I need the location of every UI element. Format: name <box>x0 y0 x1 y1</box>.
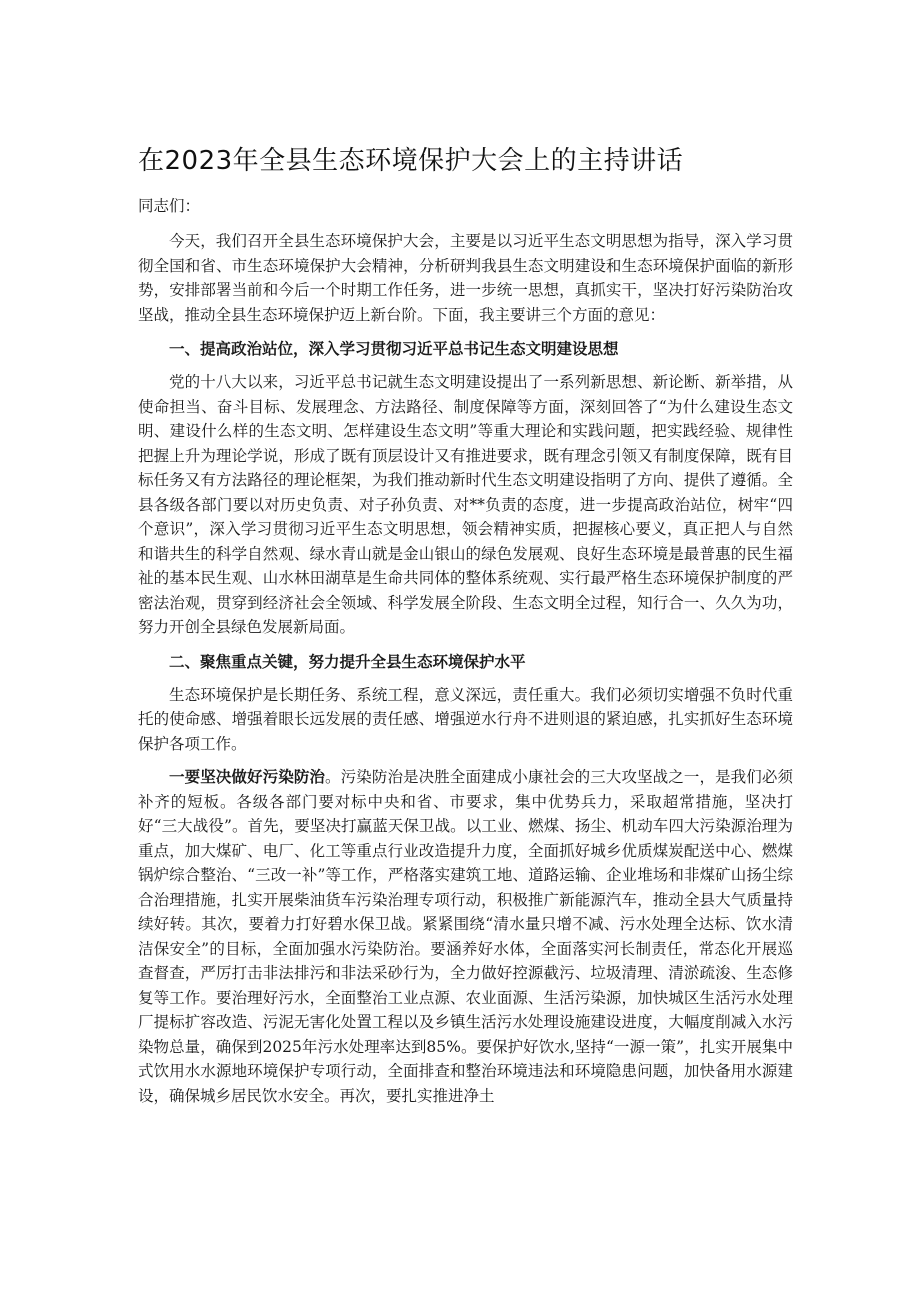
point-1-paragraph <box>138 765 793 1108</box>
point-1-lead: 一要坚决做好污染防治 <box>169 767 326 786</box>
salutation: 同志们： <box>138 197 201 215</box>
section-2-heading: 二、聚焦重点关键，努力提升全县生态环境保护水平 <box>169 651 526 671</box>
document-title: 在2023年全县生态环境保护大会上的主持讲话 <box>138 146 684 176</box>
section-2-paragraph: 生态环境保护是长期任务、系统工程，意义深远，责任重大。我们必须切实增强不负时代重托的使命感、增强着眼长远发展的责任感、增强逆水行舟不进则退的紧迫感，扎实抓好生态环境保护各项工作。 <box>138 685 793 753</box>
section-1-paragraph: 党的十八大以来，习近平总书记就生态文明建设提出了一系列新思想、新论断、新举措，从使命担当、奋斗目标、发展理念、方法路径、制度保障等方面，深刻回答了“为什么建设生态文明、建设什么样的生态文明、怎样建设生态文明”等重大理论和实践问题，把实践经验、规律性把握上升为理论学说，形成了既有顶层设计又有推进要求，既有理念引领又有制度保障，既有目标任务又有方法路径的理论框架，为我们推动新时代生态文明建设指明了方向、提供了遵循。全县各级各部门要以对历史负责、对子孙负责、对**负责的态度，进一步提高政治站位，树牢“四个意识”，深入学习贯彻习近平生态文明思想，领会精神实质，把握核心要义，真正把人与自然和谐共生的科学自然观、绿水青山就是金山银山的绿色发展观、良好生态环境是最普惠的民生福祉的基本民生观、山水林田湖草是生命共同体的整体系统观、实行最严格生态环境保护制度的严密法治观，贯穿到经济社会全领域、科学发展全阶段、生态文明全过程，知行合一、久久为功，努力开创全县绿色发展新局面。 <box>138 373 793 636</box>
section-1-heading: 一、提高政治站位，深入学习贯彻习近平总书记生态文明建设思想 <box>169 339 619 358</box>
document-body <box>138 194 793 1117</box>
point-1-body: 。污染防治是决胜全面建成小康社会的三大攻坚战之一，是我们必须补齐的短板。各级各部门要对标中央和省、市要求，集中优势兵力，采取超常措施，坚决打好“三大战役”。首先，要坚决打赢蓝天保卫战。以工业、燃煤、扬尘、机动车四大污染源治理为重点，加大煤矿、电厂、化工等重点行业改造提升力度，全面抓好城乡优质煤炭配送中心、燃煤锅炉综合整治、“三改一补”等工作，严格落实建筑工地、道路运输、企业堆场和非煤矿山扬尘综合治理措施，扎实开展柴油货车污染治理专项行动，积极推广新能源汽车，推动全县大气质量持续好转。其次，要着力打好碧水保卫战。紧紧围绕“清水量只增不减、污水处理全达标、饮水清洁保安全”的目标，全面加强水污染防治。要涵养好水体，全面落实河长制责任，常态化开展巡查督查，严厉打击非法排污和非法采砂行为，全力做好控源截污、垃圾清理、清淤疏浚、生态修复等工作。要治理好污水，全面整治工业点源、农业面源、生活污染源，加快城区生活污水处理厂提标扩容改造、污泥无害化处置工程以及乡镇生活污水处理设施建设进度，大幅度削减入水污染物总量，确保到2025年污水处理率达到85%。要保护好饮水,坚持“一源一策”，扎实开展集中式饮用水水源地环境保护专项行动，全面排查和整治环境违法和环境隐患问题，加快备用水源建设，确保城乡居民饮水安全。再次，要扎实推进净土 <box>138 768 793 1105</box>
intro-paragraph: 今天，我们召开全县生态环境保护大会，主要是以习近平生态文明思想为指导，深入学习贯彻全国和省、市生态环境保护大会精神，分析研判我县生态文明建设和生态环境保护面临的新形势，安排部署当前和今后一个时期工作任务，进一步统一思想，真抓实干，坚决打好污染防治攻坚战，推动全县生态环境保护迈上新台阶。下面，我主要讲三个方面的意见： <box>138 232 793 324</box>
